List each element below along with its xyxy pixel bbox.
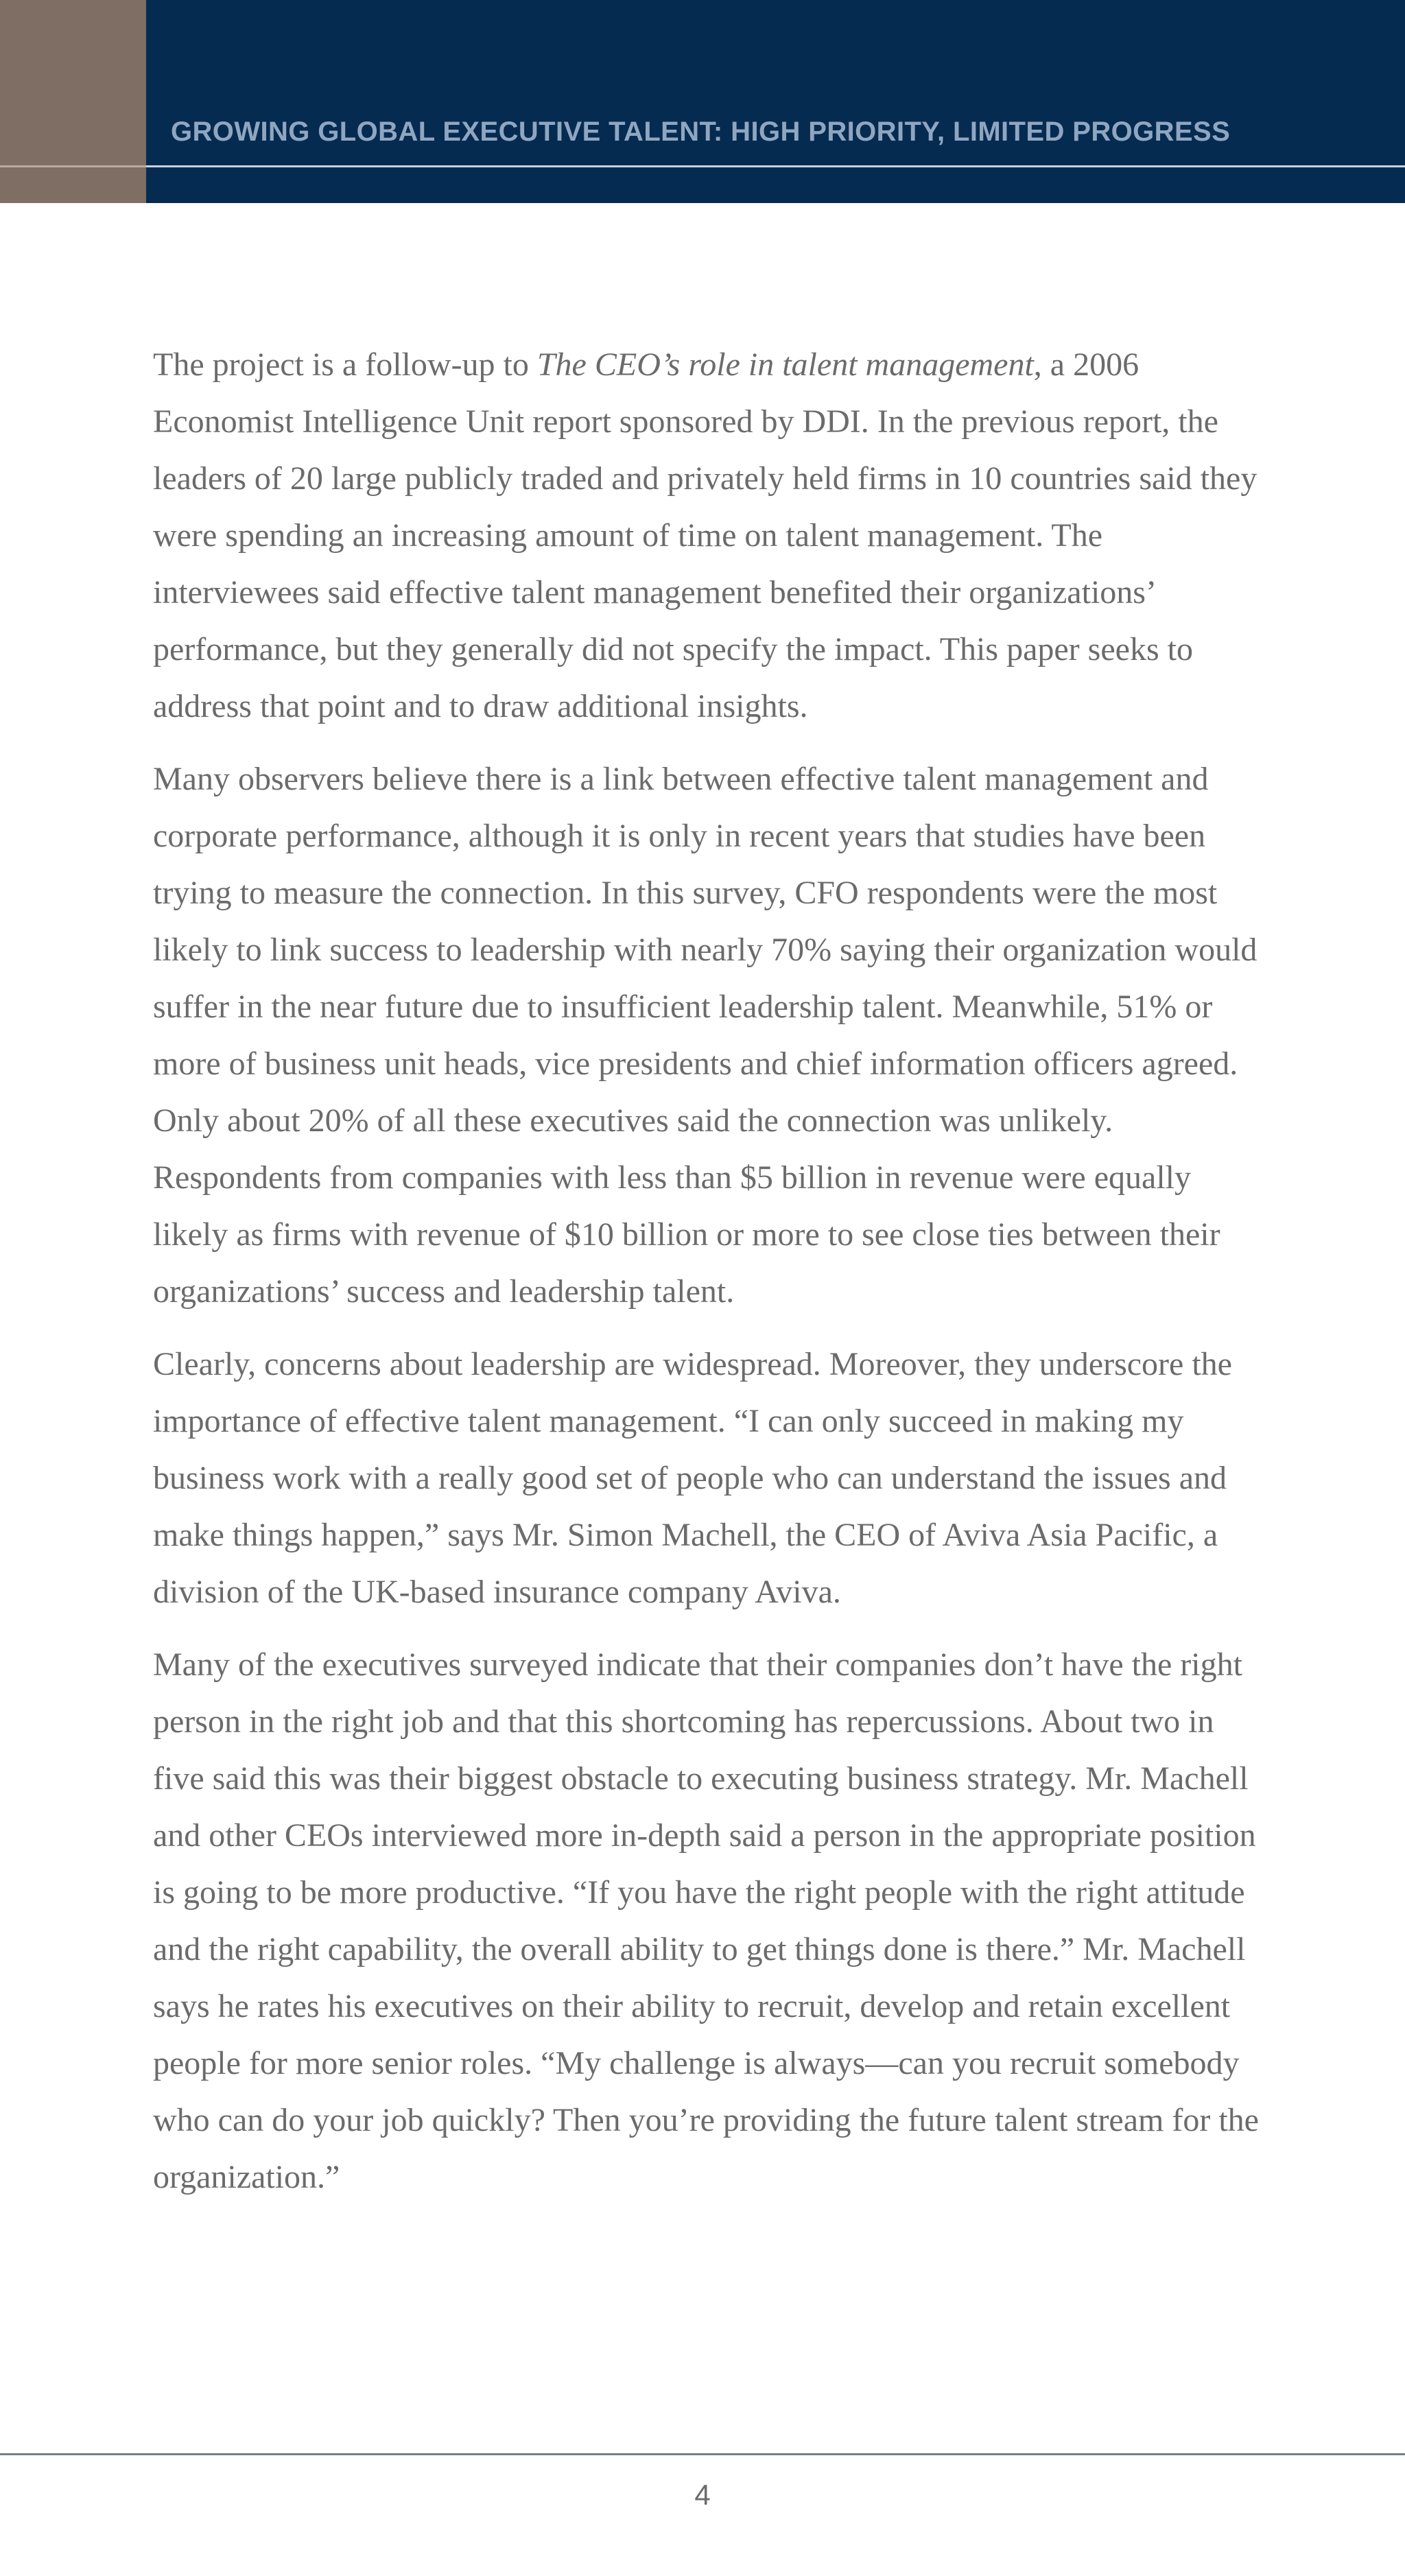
page-header (0, 0, 1405, 203)
paragraph-4: Many of the executives surveyed indicate that their companies don’t have the right person in the right job and that this shortcoming has repercussions. About two in five said this was their biggest obstacle to executing business strategy. Mr. Machell and other CEOs interviewed more in-depth said a person in the appropriate position is going to be more productive. “If you have the right people with the right attitude and the right capability, the overall ability to get things done is there.” Mr. Machell says he rates his executives on their ability to recruit, develop and retain excellent people for more senior roles. “My challenge is always—can you recruit somebody who can do your job quickly? Then you’re providing the future talent stream for the organization.” (153, 1646, 1259, 2195)
paragraph-2: Many observers believe there is a link between effective talent management and corporate performance, although it is only in recent years that studies have been trying to measure the connection. In this survey, CFO respondents were the most likely to link success to leadership with nearly 70% saying their organization would suffer in the near future due to insufficient leadership talent. Meanwhile, 51% or more of business unit heads, vice presidents and chief information officers agreed. Only about 20% of all these executives said the connection was unlikely. Respondents from companies with less than $5 billion in revenue were equally likely as firms with revenue of $10 billion or more to see close ties between their organizations’ success and leadership talent. (153, 761, 1258, 1310)
paragraph-1-intro: The project is a follow-up to (153, 346, 537, 383)
report-title: The CEO’s role in talent management (536, 346, 1034, 383)
paragraph-3: Clearly, concerns about leadership are widespread. Moreover, they underscore the importance of effective talent management. “I can only succeed in making my business work with a really good set of people who can understand the issues and make things happen,” says Mr. Simon Machell, the CEO of Aviva Asia Pacific, a division of the UK-based insurance company Aviva. (153, 1346, 1232, 1610)
paragraph-1-rest: , a 2006 Economist Intelligence Unit report sponsored by DDI. In the previous report, the leaders of 20 large publicly traded and privately held firms in 10 countries said they were spending an increasing amount of time on talent management. The interviewees said effective talent management benefited their organizations’ performance, but they generally did not specify the impact. This paper seeks to address that point and to draw additional insights. (153, 346, 1258, 724)
page-number: 4 (694, 2479, 711, 2511)
article-body (153, 336, 1264, 2221)
header-accent-block (0, 0, 146, 203)
running-header-title: GROWING GLOBAL EXECUTIVE TALENT: HIGH PRIORITY, LIMITED PROGRESS (171, 117, 1231, 147)
paragraph-1 (153, 336, 1264, 735)
header-rule-accent (0, 165, 146, 167)
header-rule (146, 165, 1405, 167)
footer-rule (0, 2453, 1405, 2455)
